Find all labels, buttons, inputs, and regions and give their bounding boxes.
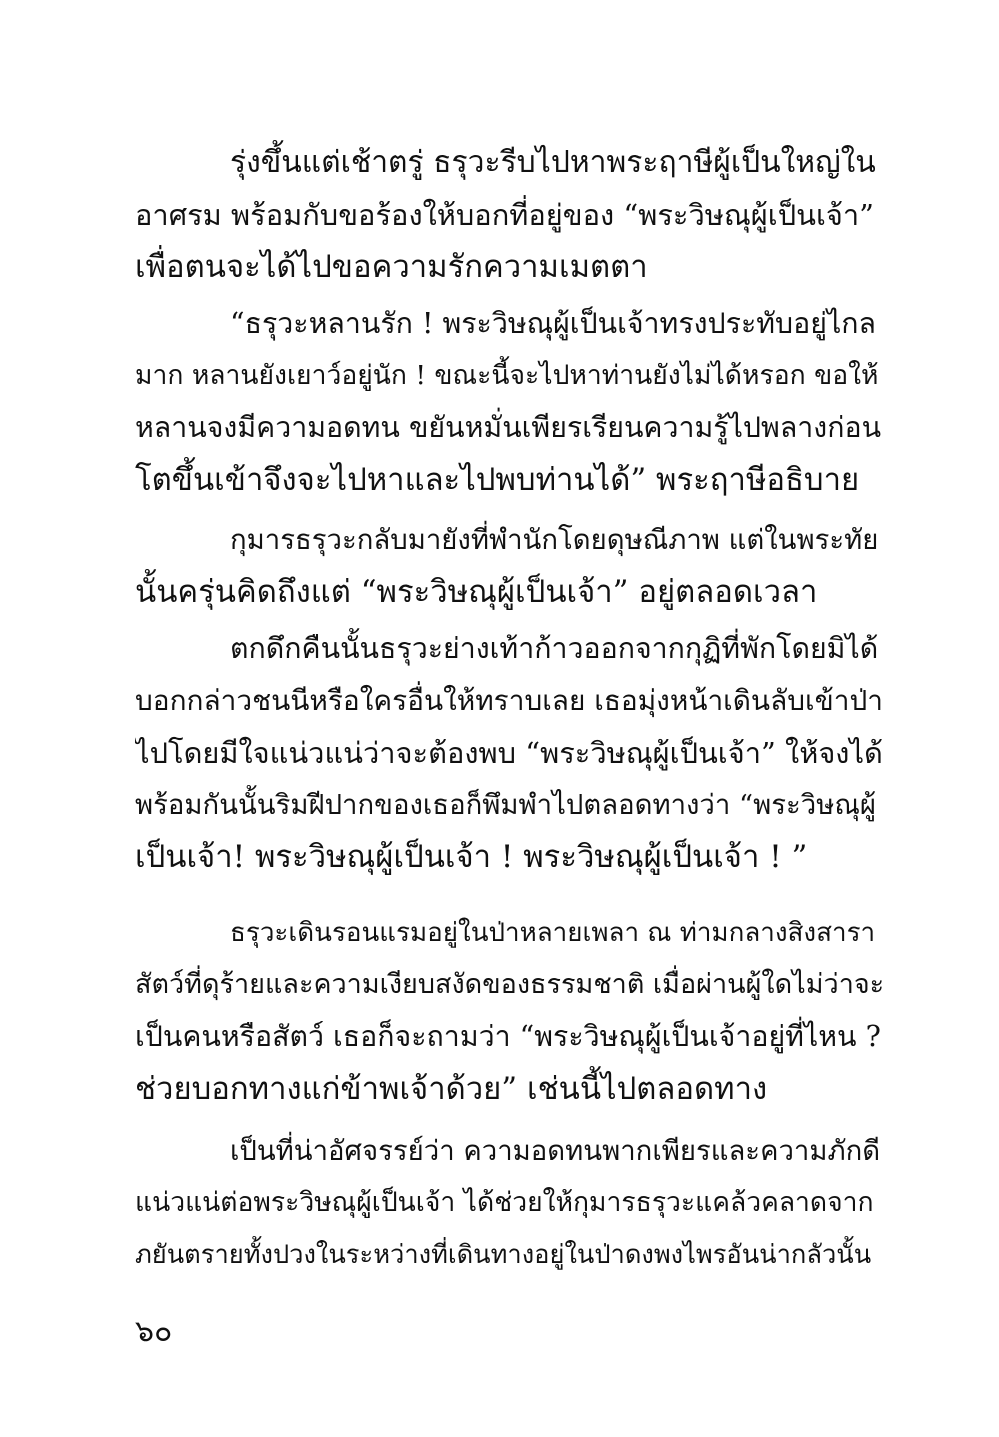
paragraph-6 (135, 1125, 885, 1281)
text-line: รุ่งขึ้นแต่เช้าตรู่ ธรุวะรีบไปหาพระฤาษีผู้เป็นใหญ่ใน (230, 145, 876, 180)
text-line: มาก หลานยังเยาว์อยู่นัก ! ขณะนี้จะไปหาท่านยังไม่ได้หรอก ขอให้ (135, 360, 879, 391)
text-line: ไปโดยมีใจแน่วแน่ว่าจะต้องพบ “พระวิษณุผู้เป็นเจ้า” ให้จงได้ (135, 736, 883, 770)
text-line: บอกกล่าวชนนีหรือใครอื่นให้ทราบเลย เธอมุ่งหน้าเดินลับเข้าป่า (135, 684, 883, 717)
text-line: สัตว์ที่ดุร้ายและความเงียบสงัดของธรรมชาติ เมื่อผ่านผู้ใดไม่ว่าจะ (135, 969, 885, 1000)
text-line: ช่วยบอกทางแก่ข้าพเจ้าด้วย” เช่นนี้ไปตลอดทาง (135, 1071, 768, 1107)
text-line: หลานจงมีความอดทน ขยันหมั่นเพียรเรียนความรู้ไปพลางก่อน (135, 411, 882, 444)
text-line: ธรุวะเดินรอนแรมอยู่ในป่าหลายเพลา ณ ท่ามกลางสิงสารา (230, 918, 876, 948)
text-line: พร้อมกันนั้นริมฝีปากของเธอก็พึมพำไปตลอดทางว่า “พระวิษณุผู้ (135, 789, 876, 821)
text-line: ภยันตรายทั้งปวงในระหว่างที่เดินทางอยู่ในป่าดงพงไพรอันน่ากลัวนั้น (135, 1240, 872, 1270)
text-line: ตกดึกคืนนั้นธรุวะย่างเท้าก้าวออกจากกุฏิที่พักโดยมิได้ (230, 632, 879, 665)
paragraph-2 (135, 298, 885, 506)
text-line: แน่วแน่ต่อพระวิษณุผู้เป็นเจ้า ได้ช่วยให้กุมารธรุวะแคล้วคลาดจาก (135, 1187, 874, 1218)
text-line: กุมารธรุวะกลับมายังที่พำนักโดยดุษณีภาพ แต่ในพระทัย (230, 524, 879, 556)
text-line: นั้นครุ่นคิดถึงแต่ “พระวิษณุผู้เป็นเจ้า” อยู่ตลอดเวลา (135, 574, 818, 610)
paragraph-1 (135, 137, 885, 293)
paragraph-4 (135, 623, 885, 883)
page-number: ๖๐ (135, 1314, 173, 1349)
text-line: เพื่อตนจะได้ไปขอความรักความเมตตา (135, 249, 648, 285)
text-line: อาศรม พร้อมกับขอร้องให้บอกที่อยู่ของ “พระวิษณุผู้เป็นเจ้า” (135, 198, 874, 232)
text-line: เป็นเจ้า! พระวิษณุผู้เป็นเจ้า ! พระวิษณุผู้เป็นเจ้า ! ” (135, 839, 808, 875)
text-line: เป็นที่น่าอัศจรรย์ว่า ความอดทนพากเพียรและความภักดี (230, 1135, 881, 1167)
text-line: “ธรุวะหลานรัก ! พระวิษณุผู้เป็นเจ้าทรงประทับอยู่ไกล (230, 307, 877, 340)
text-line: โตขึ้นเข้าจึงจะไปหาและไปพบท่านได้” พระฤาษีอธิบาย (135, 462, 860, 498)
paragraph-3 (135, 514, 885, 618)
text-line: เป็นคนหรือสัตว์ เธอก็จะถามว่า “พระวิษณุผู้เป็นเจ้าอยู่ที่ไหน ? (135, 1020, 881, 1053)
paragraph-5 (135, 907, 885, 1115)
